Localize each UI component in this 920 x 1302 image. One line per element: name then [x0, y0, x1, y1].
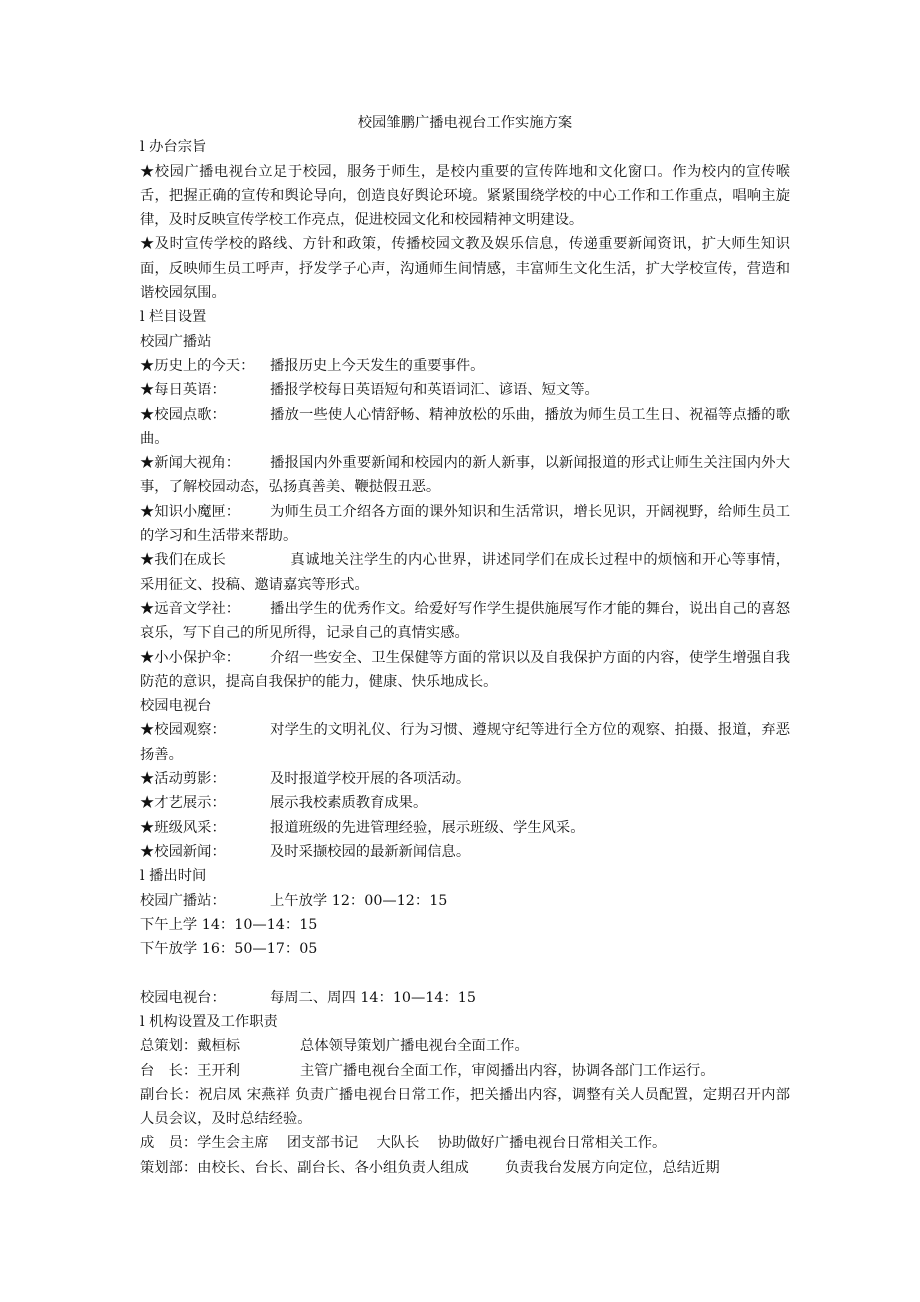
org-role: 台 长：王开利 — [140, 1062, 241, 1079]
radio-item — [140, 354, 790, 378]
tv-item — [140, 791, 790, 815]
schedule-tv — [140, 986, 790, 1010]
document-title: 校园雏鹏广播电视台工作实施方案 — [357, 115, 573, 131]
org-line — [140, 1034, 790, 1058]
item-text: 报道班级的先进管理经验，展示班级、学生风采。 — [270, 819, 585, 836]
schedule-label: 校园广播站： — [140, 892, 226, 909]
item-label: ★校园观察： — [140, 722, 226, 739]
item-text: 真诚地关注学生的内心世界，讲述同学们在成长过程中的烦恼和开心等事情，采用征文、投稿、邀请嘉宾等形式。 — [140, 552, 790, 593]
item-text: 播报历史上今天发生的重要事件。 — [270, 357, 485, 374]
schedule-time-line: 下午上学 14：10—14：15 — [140, 916, 318, 933]
tv-item — [140, 767, 790, 791]
tv-item — [140, 840, 790, 864]
item-text: 播报国内外重要新闻和校园内的新人新事，以新闻报道的形式让师生关注国内外大事，了解校园动态，弘扬真善美、鞭挞假丑恶。 — [140, 455, 790, 496]
section-heading-schedule: l 播出时间 — [140, 868, 207, 885]
org-line: 副台长：祝启凤 宋燕祥 负责广播电视台日常工作，把关播出内容，调整有关人员配置，定期召开内部人员会议，及时总结经验。 — [140, 1086, 790, 1128]
item-label: ★历史上的今天： — [140, 357, 255, 374]
radio-item — [140, 451, 790, 500]
tv-item — [140, 816, 790, 840]
section-heading-columns: l 栏目设置 — [140, 309, 207, 326]
org-role: 总策划：戴桓标 — [140, 1038, 241, 1055]
item-text: 及时报道学校开展的各项活动。 — [270, 771, 471, 788]
document-page — [140, 111, 790, 1180]
org-line — [140, 1059, 790, 1083]
item-text: 播报学校每日英语短句和英语词汇、谚语、短文等。 — [270, 382, 599, 399]
section-heading-purpose: l 办台宗旨 — [140, 139, 207, 156]
radio-item — [140, 403, 790, 452]
radio-item — [140, 378, 790, 402]
item-label: ★新闻大视角： — [140, 455, 241, 472]
item-text: 及时采撷校园的最新新闻信息。 — [270, 843, 471, 860]
schedule-time-line: 下午放学 16：50—17：05 — [140, 941, 318, 958]
tv-item — [140, 718, 790, 767]
org-duty: 主管广播电视台全面工作，审阅播出内容，协调各部门工作运行。 — [300, 1062, 715, 1079]
item-label: ★我们在成长 — [140, 552, 226, 569]
schedule-time: 每周二、周四 14：10—14：15 — [270, 989, 476, 1006]
section-heading-org: l 机构设置及工作职责 — [140, 1013, 278, 1030]
item-label: ★远音文学社： — [140, 600, 241, 617]
schedule-radio — [140, 889, 790, 913]
item-label: ★才艺展示： — [140, 795, 226, 812]
item-text: 播出学生的优秀作文。给爱好写作学生提供施展写作才能的舞台，说出自己的喜怒哀乐，写下自己的所见所得，记录自己的真情实感。 — [140, 600, 790, 642]
item-label: ★活动剪影： — [140, 771, 226, 788]
subheading-tv: 校园电视台 — [140, 698, 212, 715]
subheading-radio: 校园广播站 — [140, 333, 212, 350]
item-text: 播放一些使人心情舒畅、精神放松的乐曲，播放为师生员工生日、祝福等点播的歌曲。 — [140, 406, 790, 447]
item-label: ★校园新闻： — [140, 843, 226, 860]
radio-item — [140, 646, 790, 695]
purpose-paragraph: ★及时宣传学校的路线、方针和政策，传播校园文教及娱乐信息，传递重要新闻资讯，扩大师生知识面，反映师生员工呼声，抒发学子心声，沟通师生间情感，丰富师生文化生活，扩大学校宣传，营造和谐校园氛围。 — [140, 236, 790, 302]
radio-item — [140, 597, 790, 646]
org-line: 策划部：由校长、台长、副台长、各小组负责人组成 负责我台发展方向定位，总结近期 — [140, 1159, 720, 1176]
item-text: 对学生的文明礼仪、行为习惯、遵规守纪等进行全方位的观察、拍摄、报道，弃恶扬善。 — [140, 722, 790, 763]
item-text: 介绍一些安全、卫生保健等方面的常识以及自我保护方面的内容，使学生增强自我防范的意识，提高自我保护的能力，健康、快乐地成长。 — [140, 649, 790, 690]
item-text: 展示我校素质教育成果。 — [270, 795, 428, 812]
item-label: ★班级风采： — [140, 819, 226, 836]
schedule-label: 校园电视台： — [140, 989, 226, 1006]
schedule-time: 上午放学 12：00—12：15 — [270, 892, 448, 909]
radio-item — [140, 548, 790, 597]
item-label: ★校园点歌： — [140, 406, 226, 423]
item-label: ★每日英语： — [140, 382, 226, 399]
blank-line — [140, 961, 790, 985]
item-label: ★知识小魔匣： — [140, 503, 241, 520]
radio-item — [140, 500, 790, 549]
org-line: 成 员：学生会主席 团支部书记 大队长 协助做好广播电视台日常相关工作。 — [140, 1135, 667, 1152]
item-label: ★小小保护伞： — [140, 649, 241, 666]
item-text: 为师生员工介绍各方面的课外知识和生活常识，增长见识，开阔视野，给师生员工的学习和生活带来帮助。 — [140, 503, 790, 545]
purpose-paragraph: ★校园广播电视台立足于校园，服务于师生，是校内重要的宣传阵地和文化窗口。作为校内的宣传喉舌，把握正确的宣传和舆论导向，创造良好舆论环境。紧紧围绕学校的中心工作和工作重点，唱响主旋律，及时反映宣传学校工作亮点，促进校园文化和校园精神文明建设。 — [140, 163, 790, 229]
org-duty: 总体领导策划广播电视台全面工作。 — [300, 1038, 529, 1055]
